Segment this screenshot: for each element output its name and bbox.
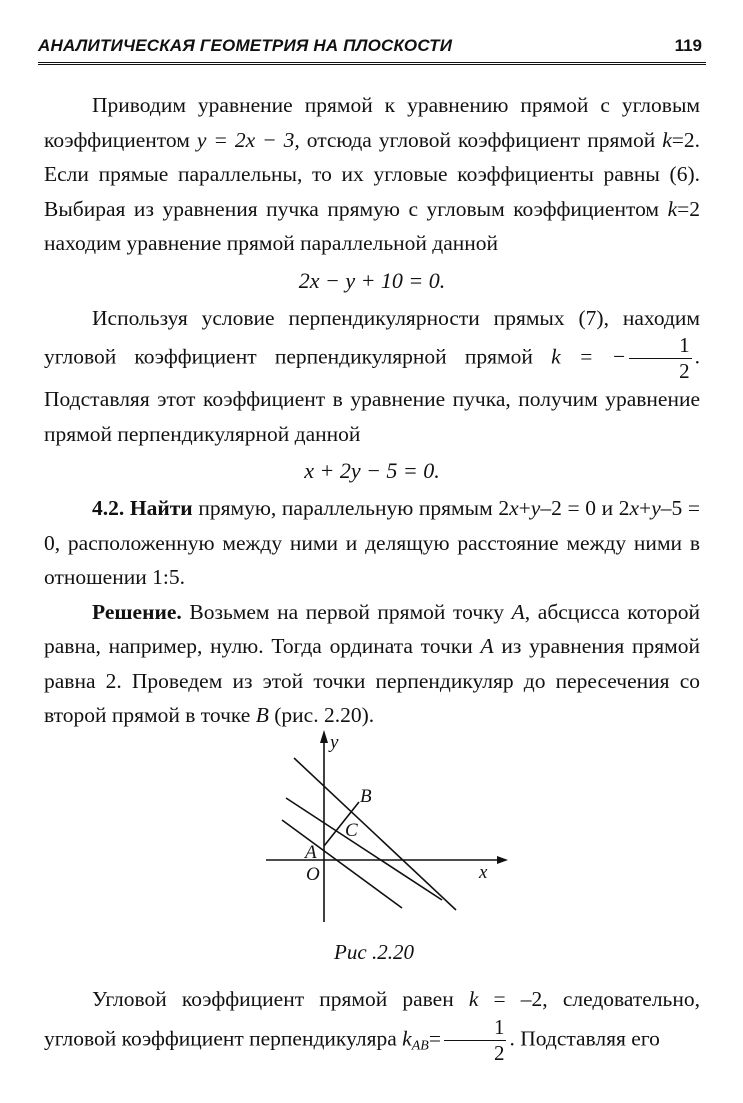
y-axis-arrow	[320, 730, 328, 743]
equation-parallel-line: 2x − y + 10 = 0.	[298, 267, 446, 293]
x-axis-arrow	[497, 856, 508, 864]
x-label: x	[479, 862, 488, 883]
page-number: 119	[674, 36, 702, 55]
bottom-text	[44, 982, 700, 1064]
fraction-one-half: $\frac{1}{2}$	[629, 335, 692, 382]
line-upper	[294, 758, 456, 910]
problem-number: 4.2. Найти	[92, 496, 193, 520]
point-c-label: C	[345, 820, 358, 841]
header-title: АНАЛИТИЧЕСКАЯ ГЕОМЕТРИЯ НА ПЛОСКОСТИ	[38, 36, 453, 55]
paragraph-2: Используя условие перпендикулярности прямых (7), находим угловой коэффициент перпендикулярной прямой k = − $\frac{1}{2}$ . Подставляя этот коэффициент в уравнение пучка, получим уравнение прямой перпендикулярной данной	[44, 305, 701, 446]
solution-label: Решение.	[92, 599, 182, 624]
inline-equation: y = 2x − 3,	[196, 127, 300, 152]
point-b-label: B	[360, 786, 372, 807]
problem-4-2: 4.2. Найти прямую, параллельную прямым 2x+y–2 = 0 и 2x+y–5 = 0, расположенную между ними и делящую расстояние между ними в отношении 1:5.	[44, 496, 700, 589]
origin-label: O	[306, 864, 320, 885]
equation-perpendicular-line: x + 2y − 5 = 0.	[304, 458, 440, 483]
paragraph-slope: Угловой коэффициент прямой равен k = –2, следовательно, угловой коэффициент перпендикуляра $k_{AB}=$ $\frac{1}{2}$ . Подставляя его	[44, 987, 700, 1065]
paragraph-1: Приводим уравнение прямой к уравнению прямой с угловым коэффициентом y = 2x − 3, отсюда угловой коэффициент прямой k=2. Если прямые параллельны, то их угловые коэффициенты равны (6). Выбирая из уравнения пучка прямую с угловым коэффициентом k=2 находим уравнение прямой параллельной данной	[44, 93, 700, 255]
main-text	[44, 88, 700, 733]
line-lower	[282, 820, 402, 908]
figure-caption: Рис .2.20	[334, 940, 414, 964]
point-a-label: A	[305, 842, 317, 863]
fraction-one-half-ab: $\frac{1}{2}$	[444, 1017, 507, 1064]
running-header	[38, 34, 706, 65]
solution-paragraph: Решение. Возьмем на первой прямой точку A, абсцисса которой равна, например, нулю. Тогда ордината точки A из уравнения прямой равна 2. Проведем из этой точки перпендикуляр до пересечения со второй прямой в точке B (рис. 2.20).	[44, 599, 700, 727]
y-label: y	[330, 732, 339, 753]
figure-2-20	[254, 726, 514, 926]
